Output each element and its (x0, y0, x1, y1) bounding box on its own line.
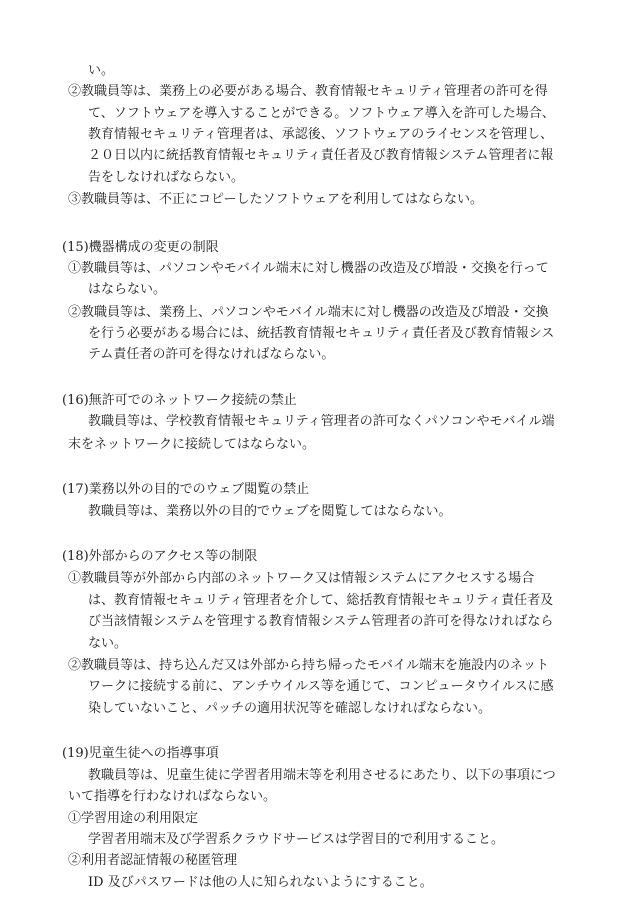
section14-item2-line4: ２０日以内に統括教育情報セキュリティ責任者及び教育情報システム管理者に報 (88, 148, 554, 164)
section19-intro-line2: いて指導を行わなければならない。 (68, 789, 277, 805)
section18-item2-line3: 染していないこと、パッチの適用状況等を確認しなければならない。 (88, 700, 492, 716)
section19-intro-line1: 教職員等は、児童生徒に学習者用端末等を利用させるにあたり、以下の事項につ (88, 767, 556, 783)
section14-item2-line1: ②教職員等は、業務上の必要がある場合、教育情報セキュリティ管理者の許可を得 (68, 84, 548, 100)
section18-item2-line2: ワークに接続する前に、アンチウイルス等を通じて、コンピュータウイルスに感 (88, 679, 554, 695)
section15-item2-line2: を行う必要がある場合には、統括教育情報セキュリティ責任者及び教育情報シス (88, 326, 555, 342)
section19-item1-title: ①学習用途の利用限定 (68, 810, 199, 826)
section17-body: 教職員等は、業務以外の目的でウェブを閲覧してはならない。 (88, 503, 452, 519)
section18-item1-line1: ①教職員等が外部から内部のネットワーク又は情報システムにアクセスする場合 (68, 570, 535, 586)
section14-item2-line3: 教育情報セキュリティ管理者は、承認後、ソフトウェアのライセンスを管理し、 (88, 127, 554, 143)
section14-item1-tail: い。 (88, 63, 115, 78)
section15-item1-line1: ①教職員等は、パソコンやモバイル端末に対し機器の改造及び増設・交換を行って (68, 261, 549, 277)
section14-item2-line2: て、ソフトウェアを導入することができる。ソフトウェア導入を許可した場合、 (88, 105, 555, 121)
section14-item2-line5: 告をしなければならない。 (88, 169, 245, 185)
section19-heading: (19)児童生徒への指導事項 (62, 746, 219, 762)
section18-item1-line2: は、教育情報セキュリティ管理者を介して、総括教育情報セキュリティ責任者及 (88, 593, 554, 609)
section16-body-line2: 末をネットワークに接続してはならない。 (68, 436, 316, 452)
section15-item2-line3: テム責任者の許可を得なければならない。 (88, 347, 335, 363)
section15-item2-line1: ②教職員等は、業務上、パソコンやモバイル端末に対し機器の改造及び増設・交換 (68, 304, 549, 320)
section19-item2-body: ID 及びパスワードは他の人に知られないようにすること。 (88, 874, 433, 890)
section16-body-line1: 教職員等は、学校教育情報セキュリティ管理者の許可なくパソコンやモバイル端 (88, 414, 555, 430)
section19-item1-body: 学習者用端末及び学習系クラウドサービスは学習目的で利用すること。 (88, 831, 505, 847)
section16-heading: (16)無許可でのネットワーク接続の禁止 (62, 393, 297, 409)
section18-heading: (18)外部からのアクセス等の制限 (62, 549, 258, 565)
section15-item1-line2: はならない。 (88, 282, 167, 298)
section17-heading: (17)業務以外の目的でのウェブ閲覧の禁止 (62, 482, 310, 498)
section18-item1-line4: ない。 (88, 635, 128, 651)
section18-item1-line3: び当該情報システムを管理する教育情報システム管理者の許可を得なければなら (88, 614, 554, 630)
section15-heading: (15)機器構成の変更の制限 (62, 239, 219, 255)
section19-item2-title: ②利用者認証情報の秘匿管理 (68, 853, 238, 869)
section14-item3: ③教職員等は、不正にコピーしたソフトウェアを利用してはならない。 (68, 192, 483, 208)
section18-item2-line1: ②教職員等は、持ち込んだ又は外部から持ち帰ったモバイル端末を施設内のネット (68, 658, 550, 674)
